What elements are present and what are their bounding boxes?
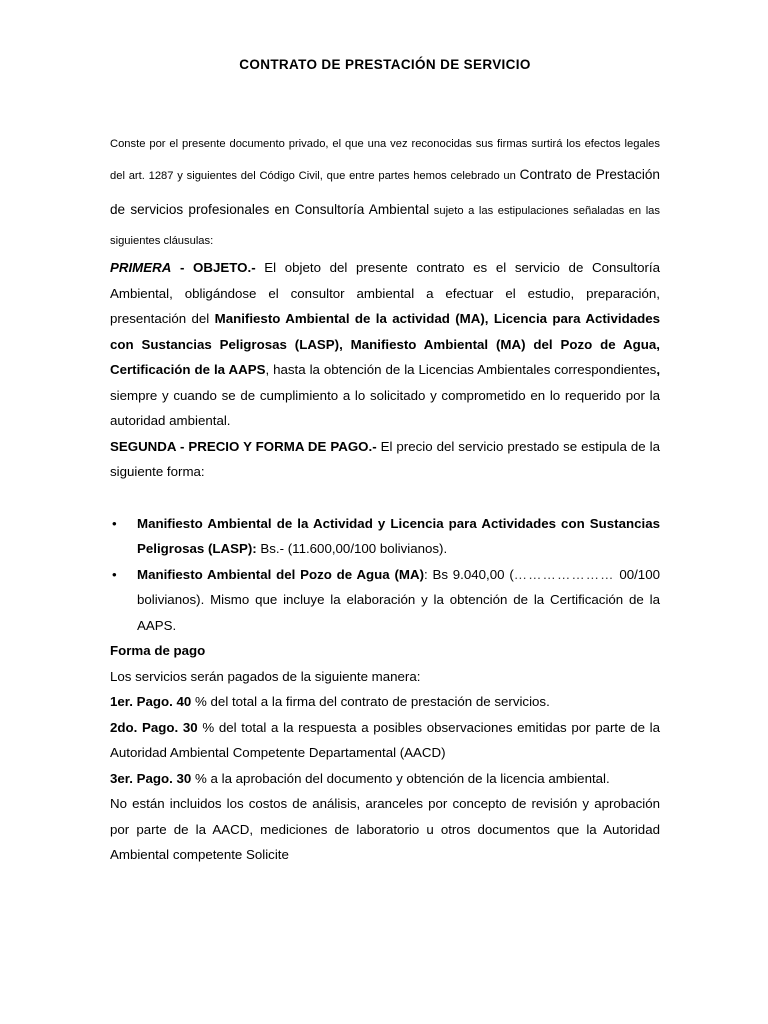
payment-term-3 bbox=[110, 766, 660, 792]
clause-primera-label-bold: - OBJETO.- bbox=[171, 260, 256, 276]
clause-segunda-text: El precio del servicio prestado se estipula de la siguiente forma: bbox=[110, 438, 660, 480]
bullet-0-text: Bs.- (11.600,00/100 bolivianos). bbox=[256, 541, 448, 557]
clause-primera bbox=[110, 255, 660, 434]
clause-primera-bold2: , bbox=[656, 362, 661, 378]
payment-1-label: 1er. Pago. 40 bbox=[110, 694, 192, 710]
payment-term-1 bbox=[110, 689, 660, 715]
payment-1-percent: % bbox=[191, 694, 211, 710]
bullet-1-text2: 00/100 bolivianos). Mismo que incluye la elaboración y la obtención de la Certificación de la AAPS. bbox=[137, 566, 660, 633]
bullet-1-dotted-blank: ………………… bbox=[513, 566, 615, 582]
price-bullet-list bbox=[110, 511, 660, 639]
intro-text-part1: Conste por el presente documento privado, el que una vez reconocidas sus firmas surtirá los efectos legales del art. 1287 y siguientes del Código Civil, que entre partes hemos celebrado un bbox=[110, 138, 660, 183]
payment-3-percent: % bbox=[191, 770, 211, 786]
clause-primera-text3: siempre y cuando se de cumplimiento a lo solicitado y comprometido en lo requerido por la autoridad ambiental. bbox=[110, 387, 660, 429]
page-title: CONTRATO DE PRESTACIÓN DE SERVICIO bbox=[239, 57, 531, 72]
payment-2-text: del total a la respuesta a posibles observaciones emitidas por parte de la Autoridad Ambiental Competente Departamental (AACD) bbox=[110, 719, 660, 761]
document-content bbox=[110, 0, 660, 868]
payment-term-2 bbox=[110, 715, 660, 766]
list-item bbox=[110, 511, 660, 562]
clause-primera-text1: El objeto del presente contrato es el servicio de Consultoría Ambiental, obligándose el consultor ambiental a efectuar el estudio, preparación, presentación del bbox=[110, 260, 660, 327]
payment-2-percent: % bbox=[197, 719, 219, 735]
clause-segunda-label: SEGUNDA - PRECIO Y FORMA DE PAGO.- bbox=[110, 438, 377, 454]
intro-paragraph bbox=[110, 73, 660, 255]
intro-text-part2: sujeto a las estipulaciones señaladas en las siguientes cláusulas: bbox=[110, 204, 660, 247]
forma-de-pago-intro: Los servicios serán pagados de la siguiente manera: bbox=[110, 668, 421, 684]
bullet-1-bold: Manifiesto Ambiental del Pozo de Agua (MA) bbox=[137, 566, 424, 582]
bullet-icon: • bbox=[112, 515, 117, 531]
bullet-1-text: : Bs 9.040,00 ( bbox=[424, 566, 514, 582]
clause-segunda bbox=[110, 434, 660, 485]
bullet-icon: • bbox=[112, 566, 117, 582]
payment-3-label: 3er. Pago. 30 bbox=[110, 770, 192, 786]
clause-primera-label-italic: PRIMERA bbox=[110, 260, 172, 276]
payment-3-text: a la aprobación del documento y obtención de la licencia ambiental. bbox=[210, 770, 610, 786]
payment-2-label: 2do. Pago. 30 bbox=[110, 719, 198, 735]
list-item bbox=[110, 562, 660, 639]
forma-de-pago-heading: Forma de pago bbox=[110, 643, 206, 659]
intro-emphasis: Contrato de Prestación de servicios profesionales en Consultoría Ambiental bbox=[110, 167, 660, 217]
bullet-0-bold: Manifiesto Ambiental de la Actividad y Licencia para Actividades con Sustancias Peligrosas (LASP): bbox=[137, 515, 660, 557]
closing-note: No están incluidos los costos de análisis, aranceles por concepto de revisión y aprobación por parte de la AACD, mediciones de laboratorio u otros documentos que la Autoridad Ambiental competente Solicite bbox=[110, 796, 660, 863]
clause-primera-text2: , hasta la obtención de la Licencias Ambientales correspondientes bbox=[265, 362, 657, 378]
clause-primera-bold1: Manifiesto Ambiental de la actividad (MA), Licencia para Actividades con Sustancias Peligrosas (LASP), Manifiesto Ambiental (MA) del Pozo de Agua, Certificación de la AAPS bbox=[110, 311, 660, 378]
payment-1-text: del total a la firma del contrato de prestación de servicios. bbox=[210, 694, 550, 710]
